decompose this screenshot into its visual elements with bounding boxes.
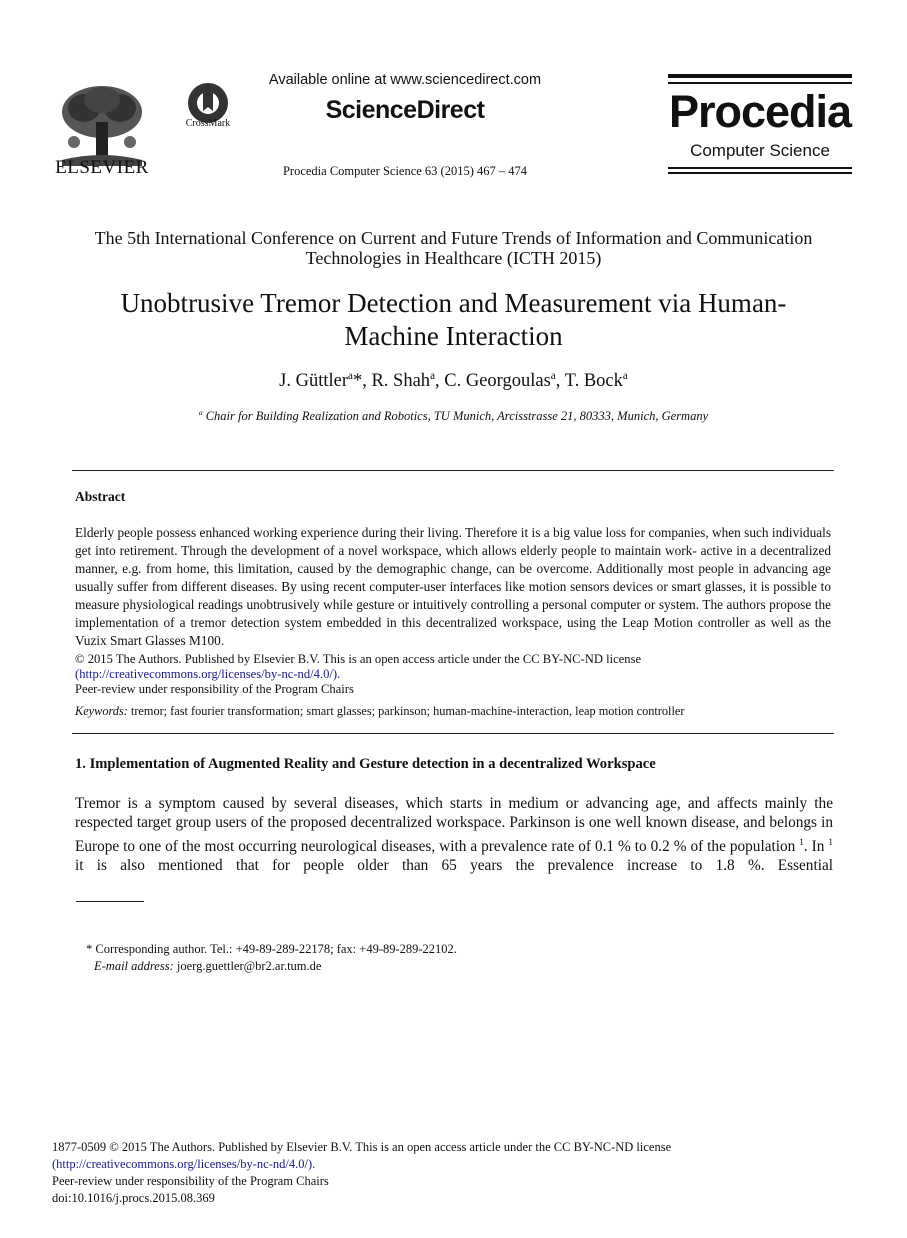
journal-reference: Procedia Computer Science 63 (2015) 467 – 474: [282, 164, 528, 178]
affiliation-text: Chair for Building Realization and Robotics, TU Munich, Arcisstrasse 21, 80333, Munich, Germany: [205, 409, 709, 424]
email-label: E-mail address:: [94, 959, 174, 973]
author-name: J. Güttler: [279, 371, 349, 392]
abstract-body: Elderly people possess enhanced working experience during their living. Therefore it is a big value loss for companies, when such individuals get into retirement. Through the development of a novel workspace, which allows elderly people to maintain work- active in a decentralized manner, e.g. from home, this limitation, caused by the demographic change, can be overcome. Additionally most people in advancing age usually suffer from different diseases. By using recent computer-user interfaces like motion sensors devices or smart glasses, it is possible to measure physiological readings unobtrusively while gesture or intuitively controlling a personal computer or system. The authors propose the implementation of a tremor detection system embedded in this decentralized workspace, using the Leap Motion controller as well as the Vuzix Smart Glasses M100.: [75, 525, 831, 648]
corresponding-author: * Corresponding author. Tel.: +49-89-289-22178; fax: +49-89-289-22102.: [86, 942, 457, 956]
para-part-c: it is also mentioned that for people older than 65 years the prevalence increase to 1.8 %. Essential: [75, 856, 833, 874]
bottom-license-url[interactable]: (http://creativecommons.org/licenses/by-nc-nd/4.0/).: [52, 1157, 316, 1171]
author-name: C. Georgoulas: [444, 371, 551, 392]
footnote-divider: [76, 901, 144, 902]
abstract-peer-review: Peer-review under responsibility of the Program Chairs: [75, 682, 354, 696]
publisher-name: ELSEVIER: [55, 157, 149, 178]
keywords-text: tremor; fast fourier transformation; smart glasses; parkinson; human-machine-interaction, leap motion controller: [130, 704, 685, 718]
section-body: [75, 794, 833, 875]
abstract-heading: Abstract: [75, 489, 126, 504]
keywords-label: Keywords:: [75, 704, 128, 718]
author-affiliation-marker: a: [550, 370, 556, 382]
author-affiliation-marker: a: [348, 370, 353, 382]
author-name: R. Shah: [371, 371, 431, 392]
section-heading: 1. Implementation of Augmented Reality and Gesture detection in a decentralized Workspace: [75, 756, 656, 772]
author-affiliation-marker: a: [622, 370, 628, 382]
available-online[interactable]: Available online at www.sciencedirect.com: [268, 72, 542, 88]
para-part-a: Tremor is a symptom caused by several diseases, which starts in medium or advancing age, and affects mainly the respected target group users of the proposed decentralized workspace. Parkinson is one well known disease, and belongs in Europe to one of the most occurring neurological diseases, with a prevalence rate of 0.1 % to 0.2 % of the population: [75, 795, 833, 855]
affiliation-marker: a: [198, 408, 203, 417]
procedia-subtitle: Computer Science: [690, 141, 830, 160]
divider-bottom: [72, 733, 834, 734]
doi[interactable]: doi:10.1016/j.procs.2015.08.369: [52, 1191, 215, 1205]
email-line: [94, 959, 321, 974]
bottom-peer-review: Peer-review under responsibility of the Program Chairs: [52, 1174, 329, 1188]
author-name: T. Bock: [564, 371, 623, 392]
affiliation: [80, 408, 827, 424]
email-address[interactable]: joerg.guettler@br2.ar.tum.de: [176, 959, 322, 973]
para-part-b: . In: [803, 837, 825, 855]
issn-license: 1877-0509 © 2015 The Authors. Published by Elsevier B.V. This is an open access article under the CC BY-NC-ND license: [52, 1140, 672, 1154]
license-url[interactable]: (http://creativecommons.org/licenses/by-nc-nd/4.0/).: [75, 667, 341, 681]
reference-1[interactable]: 1: [799, 836, 804, 847]
sciencedirect-logo: ScienceDirect: [325, 96, 485, 124]
procedia-wordmark: Procedia: [668, 86, 852, 137]
reference-2[interactable]: 1: [828, 836, 833, 847]
bottom-license-link[interactable]: [52, 1156, 315, 1173]
keywords: [75, 704, 684, 719]
corresponding-marker: *: [352, 371, 363, 392]
author-list: J. Güttler$^a$*, R. Shah$^a$, C. Georgoulas$^a$, T. Bock$^a$: [279, 370, 628, 392]
paper-title: Unobtrusive Tremor Detection and Measurement via Human-Machine Interaction: [120, 288, 787, 351]
divider-top: [72, 470, 834, 471]
author-affiliation-marker: a: [430, 370, 435, 382]
abstract-copyright: © 2015 The Authors. Published by Elsevier B.V. This is an open access article under the CC BY-NC-ND license: [75, 652, 642, 666]
crossmark-label: CrossMark: [185, 118, 231, 129]
conference-name: The 5th International Conference on Current and Future Trends of Information and Communication Technologies in Healthcare (ICTH 2015): [94, 228, 813, 268]
license-link[interactable]: [75, 667, 340, 682]
